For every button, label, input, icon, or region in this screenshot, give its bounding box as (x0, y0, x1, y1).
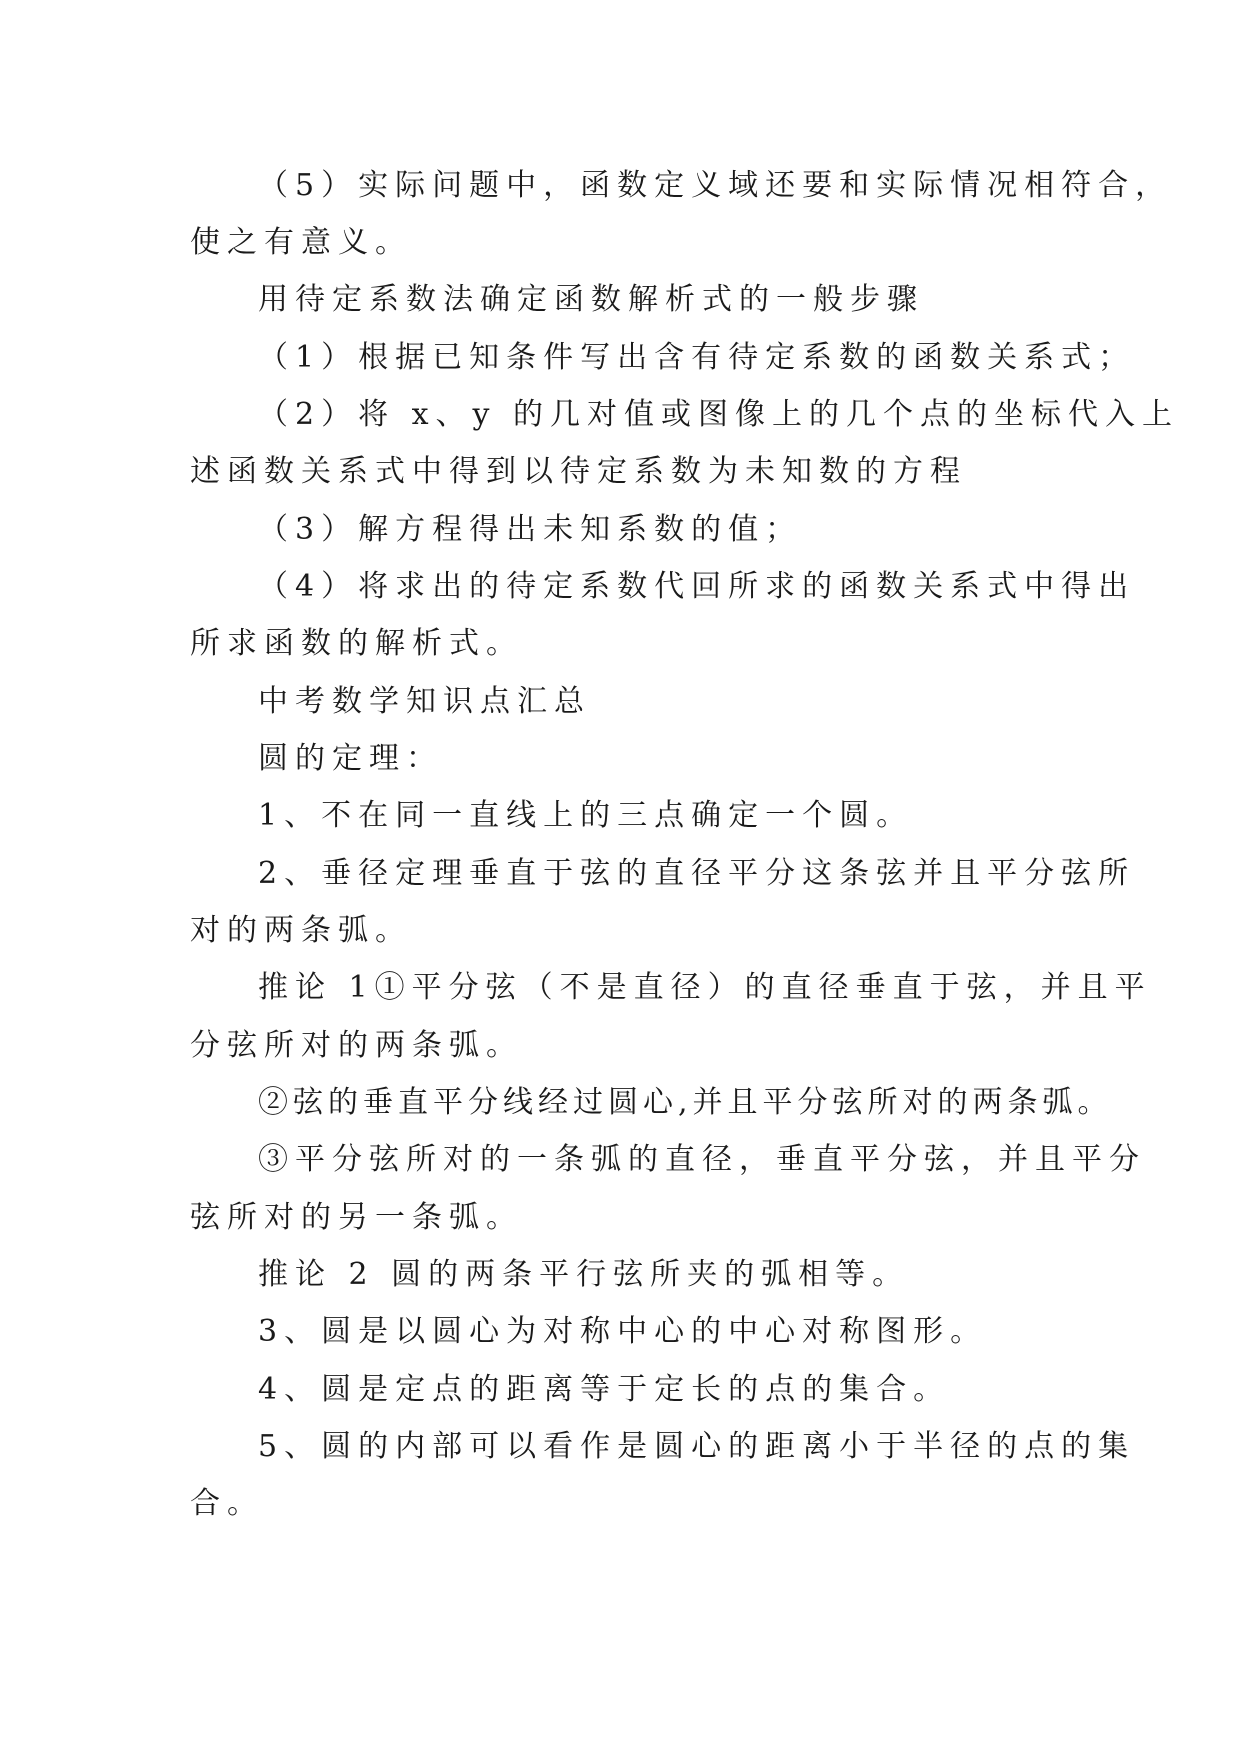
paragraph-line: 分弦所对的两条弧。 (190, 1028, 523, 1063)
section-heading: 用待定系数法确定函数解析式的一般步骤 (258, 282, 924, 317)
paragraph-line: 1、不在同一直线上的三点确定一个圆。 (258, 798, 914, 833)
paragraph-line: 使之有意义。 (190, 225, 412, 260)
paragraph-line: 4、圆是定点的距离等于定长的点的集合。 (258, 1372, 951, 1407)
paragraph-line: ③平分弦所对的一条弧的直径，垂直平分弦，并且平分 (258, 1142, 1146, 1177)
paragraph-line: 推论 1①平分弦（不是直径）的直径垂直于弦，并且平 (258, 970, 1152, 1005)
paragraph-line: 推论 2 圆的两条平行弦所夹的弧相等。 (258, 1257, 910, 1292)
paragraph-line: （3）解方程得出未知系数的值； (258, 512, 803, 547)
paragraph-line: ②弦的垂直平分线经过圆心,并且平分弦所对的两条弧。 (258, 1085, 1113, 1120)
section-heading: 中考数学知识点汇总 (258, 684, 591, 719)
paragraph-line: （2）将 x、y 的几对值或图像上的几个点的坐标代入上 (258, 397, 1180, 432)
paragraph-line: 对的两条弧。 (190, 913, 412, 948)
paragraph-line: 3、圆是以圆心为对称中心的中心对称图形。 (258, 1314, 988, 1349)
paragraph-line: （4）将求出的待定系数代回所求的函数关系式中得出 (258, 569, 1136, 604)
paragraph-line: 所求函数的解析式。 (190, 626, 523, 661)
paragraph-line: （1）根据已知条件写出含有待定系数的函数关系式； (258, 340, 1136, 375)
paragraph-line: 5、圆的内部可以看作是圆心的距离小于半径的点的集 (258, 1429, 1136, 1464)
paragraph-line: 2、垂径定理垂直于弦的直径平分这条弦并且平分弦所 (258, 856, 1136, 891)
paragraph-line: （5）实际问题中，函数定义域还要和实际情况相符合， (258, 168, 1173, 203)
section-heading: 圆的定理： (258, 741, 443, 776)
paragraph-line: 弦所对的另一条弧。 (190, 1200, 523, 1235)
paragraph-line: 述函数关系式中得到以待定系数为未知数的方程 (190, 454, 967, 489)
paragraph-line: 合。 (190, 1486, 264, 1521)
